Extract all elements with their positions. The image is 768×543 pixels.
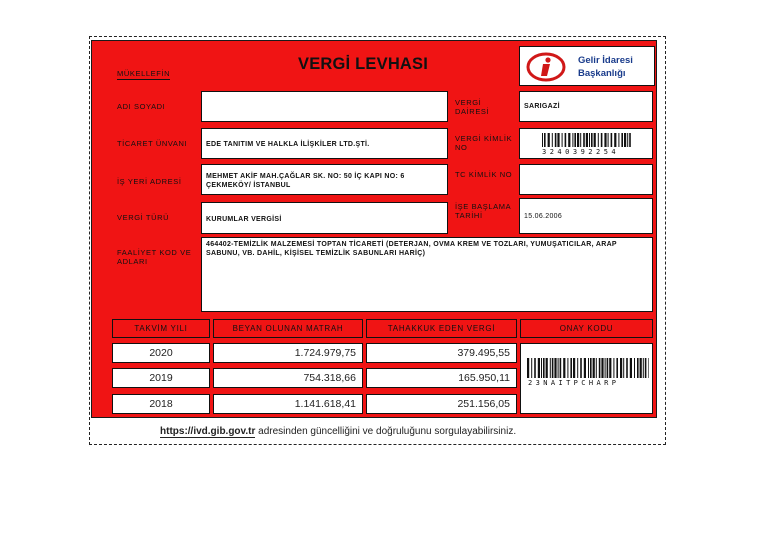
ise-baslama-box [519, 198, 653, 234]
is-yeri-adresi-box [201, 164, 448, 195]
barcode-bar [626, 358, 628, 378]
faaliyet-line2: SABUNU, VB. DAHİL, KİŞİSEL TEMİZLİK SABUNLARI HARİÇ) [206, 250, 426, 257]
is-yeri-adresi-label: İŞ YERİ ADRESİ [117, 177, 182, 186]
onay-kodu-box [520, 343, 653, 414]
barcode-bar [534, 358, 536, 378]
barcode-bar [552, 358, 554, 378]
vergi-turu-value: KURUMLAR VERGİSİ [206, 216, 282, 223]
barcode-bar [580, 133, 581, 147]
barcode-bar [577, 358, 578, 378]
barcode-bar [574, 133, 576, 147]
tc-kimlik-box [519, 164, 653, 195]
barcode-bar [601, 358, 603, 378]
ticaret-unvani-label: TİCARET ÜNVANI [117, 139, 188, 148]
barcode-bar [605, 358, 606, 378]
header-tahakkuk-vergi: TAHAKKUK EDEN VERGİ [366, 319, 517, 338]
faaliyet-box [201, 237, 653, 312]
barcode-bar [611, 133, 613, 147]
verification-footer [160, 426, 516, 437]
barcode-bar [573, 358, 575, 378]
barcode-bar [613, 358, 614, 378]
barcode-bar [552, 133, 553, 147]
barcode-bar [598, 133, 599, 147]
verification-link[interactable]: https://ivd.gib.gov.tr [160, 426, 256, 437]
header-beyan-matrah: BEYAN OLUNAN MATRAH [213, 319, 363, 338]
barcode-bar [543, 358, 545, 378]
barcode-bar [567, 358, 568, 378]
table-cell-year: 2020 [112, 343, 210, 363]
table-cell-matrah: 754.318,66 [213, 368, 363, 388]
barcode-bar [621, 133, 623, 147]
header-takvim-yili: TAKVİM YILI [112, 319, 210, 338]
barcode-bar [572, 133, 573, 147]
barcode-bar [586, 133, 588, 147]
barcode-bar [624, 133, 626, 147]
barcode-bar [538, 358, 540, 378]
barcode-bar [570, 358, 572, 378]
vergi-kimlik-barcode-icon [542, 133, 632, 147]
ticaret-unvani-box [201, 128, 448, 159]
vergi-kimlik-value: 3240392254 [542, 148, 620, 156]
barcode-bar [527, 358, 529, 378]
table-cell-year: 2019 [112, 368, 210, 388]
barcode-bar [593, 358, 595, 378]
barcode-bar [596, 358, 597, 378]
is-yeri-adresi-line1: MEHMET AKİF MAH.ÇAĞLAR SK. NO: 50 İÇ KAPI NO: 6 [206, 173, 405, 180]
barcode-bar [627, 133, 628, 147]
table-cell-matrah: 1.724.979,75 [213, 343, 363, 363]
barcode-bar [629, 133, 631, 147]
table-cell-vergi: 165.950,11 [366, 368, 517, 388]
barcode-bar [589, 133, 590, 147]
barcode-bar [548, 133, 550, 147]
barcode-bar [568, 133, 570, 147]
barcode-bar [601, 133, 603, 147]
barcode-bar [640, 358, 642, 378]
tc-kimlik-label: TC KİMLİK NO [455, 170, 513, 179]
barcode-bar [620, 358, 622, 378]
ad-soyad-box [201, 91, 448, 122]
barcode-bar [609, 358, 611, 378]
barcode-bar [590, 358, 592, 378]
barcode-bar [558, 358, 559, 378]
barcode-bar [616, 358, 618, 378]
barcode-bar [580, 358, 582, 378]
barcode-bar [634, 358, 635, 378]
is-yeri-adresi-line2: ÇEKMEKÖY/ İSTANBUL [206, 182, 291, 189]
table-cell-matrah: 1.141.618,41 [213, 394, 363, 414]
barcode-bar [588, 358, 589, 378]
barcode-bar [630, 358, 632, 378]
vergi-dairesi-label: VERGİ DAİRESİ [455, 98, 490, 116]
barcode-bar [542, 133, 543, 147]
barcode-bar [546, 358, 548, 378]
barcode-bar [618, 133, 619, 147]
document-title: VERGİ LEVHASI [298, 55, 429, 73]
barcode-bar [637, 358, 639, 378]
barcode-bar [645, 358, 647, 378]
gib-logo [519, 46, 655, 86]
table-cell-vergi: 379.495,55 [366, 343, 517, 363]
barcode-bar [604, 133, 606, 147]
mukellef-label: MÜKELLEFİN [117, 69, 171, 78]
barcode-bar [541, 358, 542, 378]
faaliyet-label: FAALİYET KOD VE ADLARI [117, 248, 192, 266]
barcode-bar [608, 133, 609, 147]
verification-text: adresinden güncelliğini ve doğruluğunu sorgulayabilirsiniz. [255, 426, 517, 437]
gib-emblem-icon [526, 52, 566, 82]
table-cell-vergi: 251.156,05 [366, 394, 517, 414]
onay-kodu-barcode-icon [527, 358, 649, 378]
barcode-bar [544, 133, 546, 147]
barcode-bar [557, 133, 559, 147]
ticaret-unvani-value: EDE TANITIM VE HALKLA İLİŞKİLER LTD.ŞTİ. [206, 141, 370, 148]
barcode-bar [607, 358, 609, 378]
barcode-bar [623, 358, 624, 378]
table-cell-year: 2018 [112, 394, 210, 414]
barcode-bar [555, 133, 557, 147]
header-onay-kodu: ONAY KODU [520, 319, 653, 338]
barcode-bar [554, 358, 556, 378]
vergi-kimlik-label: VERGİ KİMLİK NO [455, 134, 513, 152]
ad-soyad-label: ADI SOYADI [117, 102, 166, 111]
barcode-bar [550, 358, 551, 378]
vergi-kimlik-box [519, 128, 653, 159]
faaliyet-line1: 464402-TEMİZLİK MALZEMESİ TOPTAN TİCARETİ (DETERJAN, OVMA KREM VE TOZLARI, YUMUŞATICILAR, ARAP [206, 241, 617, 248]
barcode-bar [643, 358, 644, 378]
barcode-bar [614, 133, 616, 147]
barcode-bar [584, 358, 586, 378]
barcode-bar [648, 358, 649, 378]
ise-baslama-label: İŞE BAŞLAMA TARİHİ [455, 202, 512, 220]
barcode-bar [560, 358, 562, 378]
vergi-turu-label: VERGİ TÜRÜ [117, 213, 170, 222]
barcode-bar [531, 358, 532, 378]
vergi-turu-box [201, 202, 448, 234]
barcode-bar [594, 133, 596, 147]
ise-baslama-value: 15.06.2006 [524, 213, 563, 220]
barcode-bar [565, 133, 567, 147]
vergi-dairesi-box [519, 91, 653, 122]
barcode-bar [591, 133, 593, 147]
barcode-bar [599, 358, 601, 378]
vergi-dairesi-value: SARIGAZİ [524, 103, 560, 110]
barcode-bar [577, 133, 579, 147]
barcode-bar [562, 133, 563, 147]
barcode-bar [563, 358, 565, 378]
onay-kodu-value: 23NAITPCHARP [528, 379, 620, 387]
gib-logo-text: Gelir İdaresi Başkanlığı [578, 55, 633, 79]
barcode-bar [583, 133, 585, 147]
